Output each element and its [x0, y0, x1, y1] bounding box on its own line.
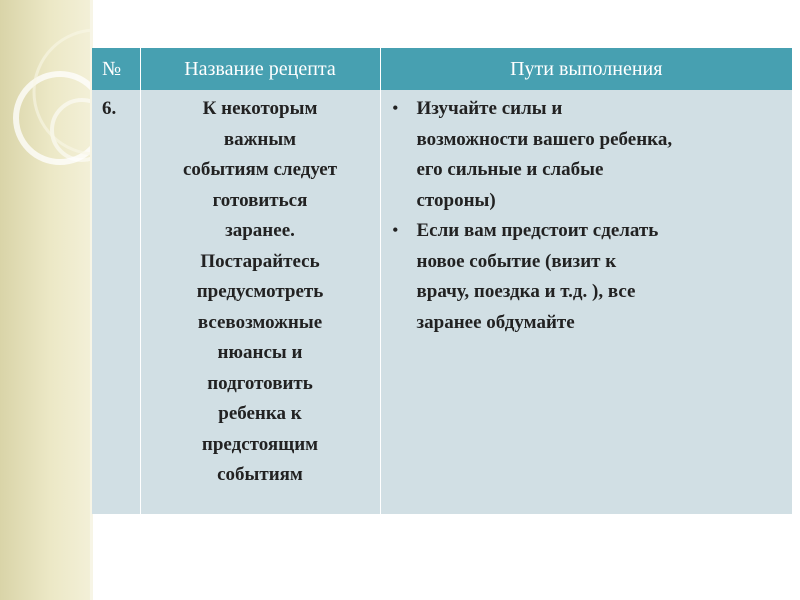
way-line: новое событие (визит к [416, 250, 617, 272]
name-line: подготовить [207, 372, 313, 394]
name-line: событиям следует [182, 159, 338, 180]
name-line: важным [223, 128, 297, 150]
header-ways: Пути выполнения [380, 48, 792, 90]
list-item [387, 94, 787, 216]
decorative-left-strip [0, 0, 92, 600]
bullet-icon: • [392, 222, 399, 239]
name-line: готовиться [212, 189, 308, 211]
way-line: заранее обдумайте [416, 311, 575, 333]
header-number: № [92, 48, 140, 90]
header-recipe-name: Название рецепта [140, 48, 380, 90]
list-item [387, 216, 787, 338]
name-line: предстоящим [201, 433, 319, 455]
cell-number: 6. [92, 90, 140, 514]
decorative-circles [0, 0, 92, 600]
name-line: К некоторым [202, 98, 318, 119]
way-line: Если вам предстоит сделать [416, 220, 659, 241]
name-line: нюансы и [217, 342, 303, 363]
name-line: событиям [217, 464, 303, 485]
way-line: его сильные и слабые [416, 159, 604, 180]
recipe-table [92, 48, 792, 514]
ways-list [387, 94, 787, 338]
name-line: Постарайтесь [200, 250, 320, 272]
name-line: заранее. [225, 220, 295, 241]
name-line: ребенка к [218, 403, 302, 424]
name-line: всевозможные [197, 311, 323, 333]
way-line: врачу, поездка и т.д. ), все [416, 281, 636, 302]
table-row [92, 90, 792, 514]
way-line: стороны) [416, 189, 496, 211]
name-line: предусмотреть [196, 281, 324, 302]
header-row [92, 48, 792, 90]
cell-ways [380, 90, 792, 514]
bullet-icon: • [392, 100, 399, 117]
way-line: Изучайте силы и [416, 98, 563, 119]
way-line: возможности вашего ребенка, [416, 128, 673, 150]
cell-recipe-name [140, 90, 380, 514]
